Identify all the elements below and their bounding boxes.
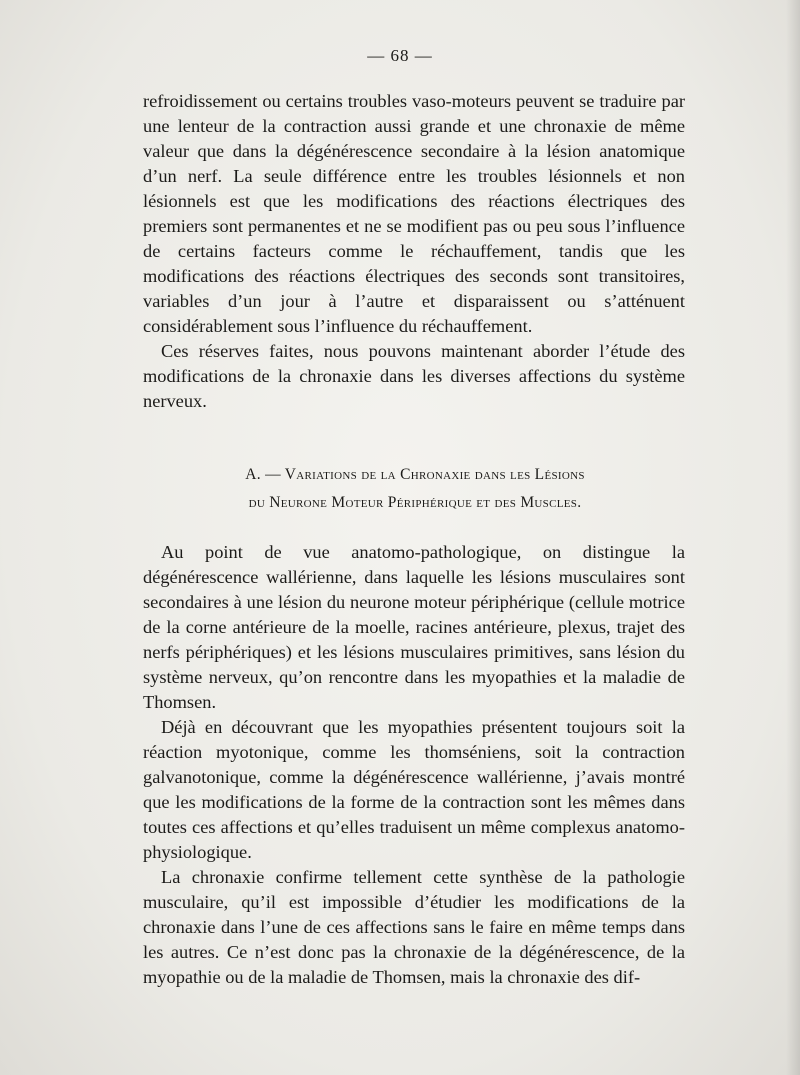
top-text-block	[143, 89, 685, 414]
section-heading	[150, 461, 680, 517]
bottom-text-block	[143, 540, 685, 990]
section-heading-line-1: A. — Variations de la Chronaxie dans les Lésions	[245, 466, 585, 483]
section-heading-line-2: du Neurone Moteur Périphérique et des Muscles.	[248, 494, 582, 511]
paragraph-myopathies: Déjà en découvrant que les myopathies présentent toujours soit la réaction myotonique, comme les thomséniens, soit la contraction galvanotonique, comme la dégénérescence wallérienne, j’avais montré que les modifications de la forme de la contraction sont les mêmes dans toutes ces affections et qu’elles traduisent un même complexus anatomo-physiologique.	[143, 717, 685, 862]
paragraph-anatomo-pathologique: Au point de vue anatomo-pathologique, on distingue la dégénérescence wallérienne, dans laquelle les lésions musculaires sont secondaires à une lésion du neurone moteur périphérique (cellule motrice de la corne antérieure de la moelle, racines antérieure, plexus, trajet des nerfs périphériques) et les lésions musculaires primitives, sans lésion du système nerveux, qu’on rencontre dans les myopathies et la maladie de Thomsen.	[143, 542, 685, 712]
page-number: — 68 —	[367, 46, 433, 65]
page-edge-shadow	[786, 0, 800, 1075]
paragraph-continuation: refroidissement ou certains troubles vaso-moteurs peuvent se traduire par une lenteur de la contraction aussi grande et une chronaxie de même valeur que dans la dégénérescence secondaire à la lésion anatomique d’un nerf. La seule différence entre les troubles lésionnels et non lésionnels est que les modifications des réactions électriques des premiers sont permanentes et ne se modifient pas ou peu sous l’influence de certains facteurs comme le réchauffement, tandis que les modifications des réactions électriques des seconds sont transitoires, variables d’un jour à l’autre et disparaissent ou s’atténuent considérablement sous l’influence du réchauffement.	[143, 91, 685, 336]
paragraph-reserves: Ces réserves faites, nous pouvons maintenant aborder l’étude des modifications de la chronaxie dans les diverses affections du système nerveux.	[143, 341, 685, 411]
paragraph-chronaxie-synthese: La chronaxie confirme tellement cette synthèse de la pathologie musculaire, qu’il est impossible d’étudier les modifications de la chronaxie dans l’une de ces affections sans le faire en même temps dans les autres. Ce n’est donc pas la chronaxie de la dégénérescence, de la myopathie ou de la maladie de Thomsen, mais la chronaxie des dif-	[143, 867, 685, 987]
